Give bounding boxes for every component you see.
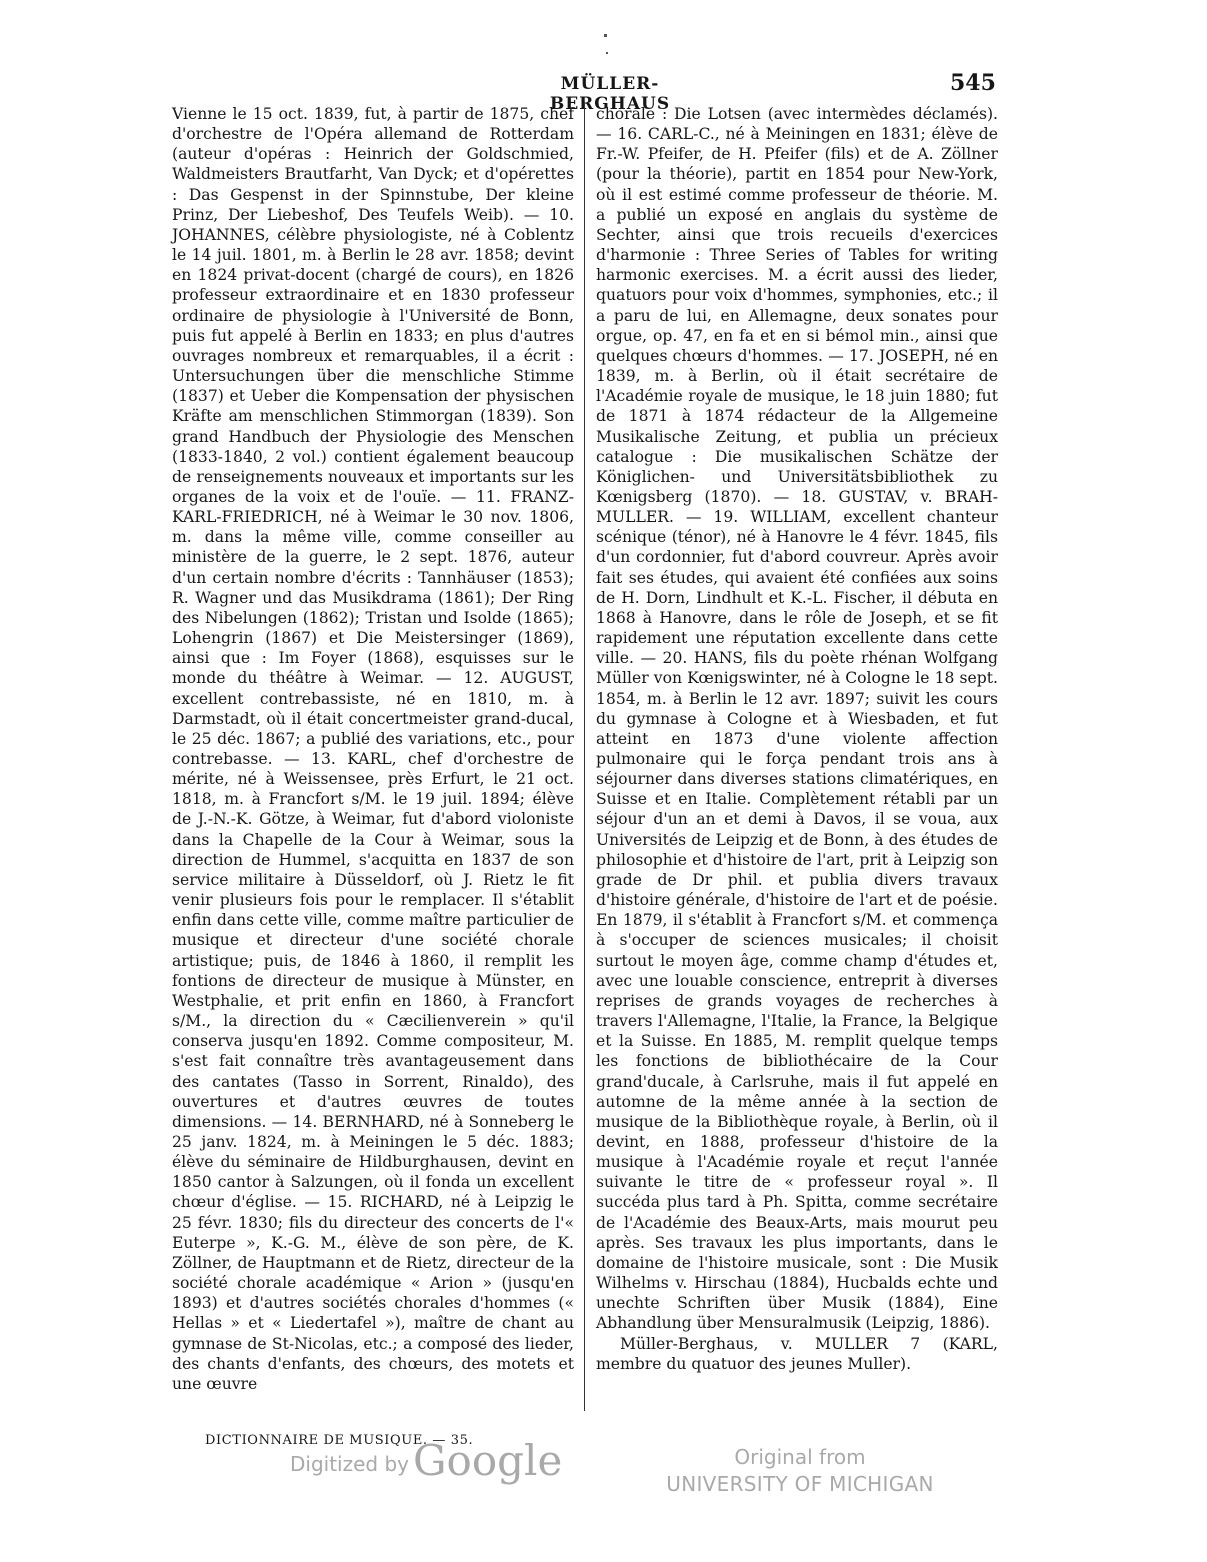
right-column [596, 104, 998, 1374]
left-column [172, 104, 574, 1394]
page-number: 545 [950, 70, 996, 96]
university-label: UNIVERSITY OF MICHIGAN [666, 1472, 934, 1496]
paragraph: Vienne le 15 oct. 1839, fut, à partir de 1875, chef d'orchestre de l'Opéra allemand de Rotterdam (auteur d'opéras : Heinrich der Goldschmied, Waldmeisters Brautfarht, Van Dyck; et d'opérettes : Das Gespenst in der Spinnstube, Der kleine Prinz, Der Liebeshof, Des Teufels Weib). — 10. JOHANNES, célèbre physiologiste, né à Coblentz le 14 juil. 1801, m. à Berlin le 28 avr. 1858; devint en 1824 privat-docent (chargé de cours), en 1826 professeur extraordinaire et en 1830 professeur ordinaire de physiologie à l'Université de Bonn, puis fut appelé à Berlin en 1833; en plus d'autres ouvrages nombreux et remarquables, il a écrit : Untersuchungen über die menschliche Stimme (1837) et Ueber die Kompensation der physischen Kräfte am menschlichen Stimmorgan (1839). Son grand Handbuch der Physiologie des Menschen (1833-1840, 2 vol.) contient également beaucoup de renseignements nouveaux et importants sur les organes de la voix et de l'ouïe. — 11. FRANZ-KARL-FRIEDRICH, né à Weimar le 30 nov. 1806, m. dans la même ville, comme conseiller au ministère de la guerre, le 2 sept. 1876, auteur d'un certain nombre d'écrits : Tannhäuser (1853); R. Wagner und das Musikdrama (1861); Der Ring des Nibelungen (1862); Tristan und Isolde (1865); Lohengrin (1867) et Die Meistersinger (1869), ainsi que : Im Foyer (1868), esquisses sur le monde du théâtre à Weimar. — 12. AUGUST, excellent contrebassiste, né en 1810, m. à Darmstadt, où il était concertmeister grand-ducal, le 25 déc. 1867; a publié des variations, etc., pour contrebasse. — 13. KARL, chef d'orchestre de mérite, né à Weissensee, près Erfurt, le 21 oct. 1818, m. à Francfort s/M. le 19 juil. 1894; élève de J.-N.-K. Götze, à Weimar, fut d'abord violoniste dans la Chapelle de la Cour à Weimar, sous la direction de Hummel, s'acquitta en 1837 de son service militaire à Düsseldorf, où J. Rietz le fit venir plusieurs fois pour le remplacer. Il s'établit enfin dans cette ville, comme maître particulier de musique et directeur d'une société chorale artistique; puis, de 1846 à 1860, il remplit les fontions de directeur de musique à Münster, en Westphalie, et prit enfin en 1860, à Francfort s/M., la direction du « Cæcilienverein » qu'il conserva jusqu'en 1892. Comme compositeur, M. s'est fait connaître très avantageusement dans des cantates (Tasso in Sorrent, Rinaldo), des ouvertures et d'autres œuvres de toutes dimensions. — 14. BERNHARD, né à Sonneberg le 25 janv. 1824, m. à Meiningen le 5 déc. 1883; élève du séminaire de Hildburghausen, devint en 1850 cantor à Salzungen, où il fonda un excellent chœur d'église. — 15. RICHARD, né à Leipzig le 25 févr. 1830; fils du directeur des concerts de l'« Euterpe », K.-G. M., élève de son père, de K. Zöllner, de Hauptmann et de Rietz, directeur de la société chorale académique « Arion » (jusqu'en 1893) et d'autres sociétés chorales d'hommes (« Hellas » et « Liedertafel »), maître de chant au gymnase de St-Nicolas, etc.; a composé des lieder, des chants d'enfants, des chœurs, des motets et une œuvre [172, 105, 574, 1393]
google-logo: Google [413, 1436, 563, 1485]
column-divider [584, 104, 585, 1411]
scan-speck [604, 34, 607, 37]
running-head: MÜLLER-BERGHAUS [549, 74, 671, 114]
original-from-label: Original from [734, 1445, 866, 1469]
original-stamp [660, 1444, 940, 1498]
paragraph: chorale : Die Lotsen (avec intermèdes déclamés). — 16. CARL-C., né à Meiningen en 1831; élève de Fr.-W. Pfeifer, de H. Pfeifer (fils) et de A. Zöllner (pour la théorie), partit en 1854 pour New-York, où il est estimé comme professeur de théorie. M. a publié un exposé en anglais du système de Sechter, ainsi que trois recueils d'exercices d'harmonie : Three Series of Tables for writing harmonic exercises. M. a écrit aussi des lieder, quatuors pour voix d'hommes, symphonies, etc.; il a paru de lui, en Allemagne, deux sonates pour orgue, op. 47, en fa et en si bémol min., ainsi que quelques chœurs d'hommes. — 17. JOSEPH, né en 1839, m. à Berlin, où il était secrétaire de l'Académie royale de musique, le 18 juin 1880; fut de 1871 à 1874 rédacteur de la Allgemeine Musikalische Zeitung, et publia un précieux catalogue : Die musikalischen Schätze der Königlichen- und Universitätsbibliothek zu Kœnigsberg (1870). — 18. GUSTAV, v. BRAH-MULLER. — 19. WILLIAM, excellent chanteur scénique (ténor), né à Hanovre le 4 févr. 1845, fils d'un cordonnier, fut d'abord couvreur. Après avoir fait ses études, qui avaient été confiées aux soins de H. Dorn, Lindhult et K.-L. Fischer, il débuta en 1868 à Hanovre, dans le rôle de Joseph, et se fit rapidement une réputation excellente dans cette ville. — 20. HANS, fils du poète rhénan Wolfgang Müller von Kœnigswinter, né à Cologne le 18 sept. 1854, m. à Berlin le 12 avr. 1897; suivit les cours du gymnase à Cologne et à Wiesbaden, et fut atteint en 1873 d'une violente affection pulmonaire qui le força pendant trois ans à séjourner dans diverses stations climatériques, en Suisse et en Italie. Complètement rétabli par un séjour d'un an et demi à Davos, il se voua, aux Universités de Leipzig et de Bonn, à des études de philosophie et d'histoire de l'art, prit à Leipzig son grade de Dr phil. et publia divers travaux d'histoire générale, d'histoire de l'art et de poésie. En 1879, il s'établit à Francfort s/M. et commença à s'occuper de sciences musicales; il choisit surtout le moyen âge, comme champ d'études et, avec une louable conscience, entreprit à diverses reprises de grands voyages de recherches à travers l'Allemagne, l'Italie, la France, la Belgique et la Suisse. En 1885, M. remplit quelque temps les fonctions de bibliothécaire de la Cour grand'ducale, à Carlsruhe, mais il fut appelé en automne de la même année à la section de musique de la Bibliothèque royale, à Berlin, où il devint, en 1888, professeur d'histoire de la musique à l'Académie royale et reçut l'année suivante le titre de « professeur royal ». Il succéda plus tard à Ph. Spitta, comme secrétaire de l'Académie des Beaux-Arts, mais mourut peu après. Ses travaux les plus importants, dans le domaine de l'histoire musicale, sont : Die Musik Wilhelms v. Hirschau (1884), Hucbalds echte und unechte Schriften über Musik (1884), Eine Abhandlung über Mensuralmusik (Leipzig, 1886). [596, 105, 998, 1333]
scan-speck [606, 52, 608, 54]
digitized-prefix: Digitized by [290, 1452, 409, 1476]
paragraph: Müller-Berghaus, v. MULLER 7 (KARL, membre du quatuor des jeunes Muller). [596, 1334, 998, 1373]
signature-mark: DICTIONNAIRE DE MUSIQUE. — 35. [205, 1433, 474, 1448]
